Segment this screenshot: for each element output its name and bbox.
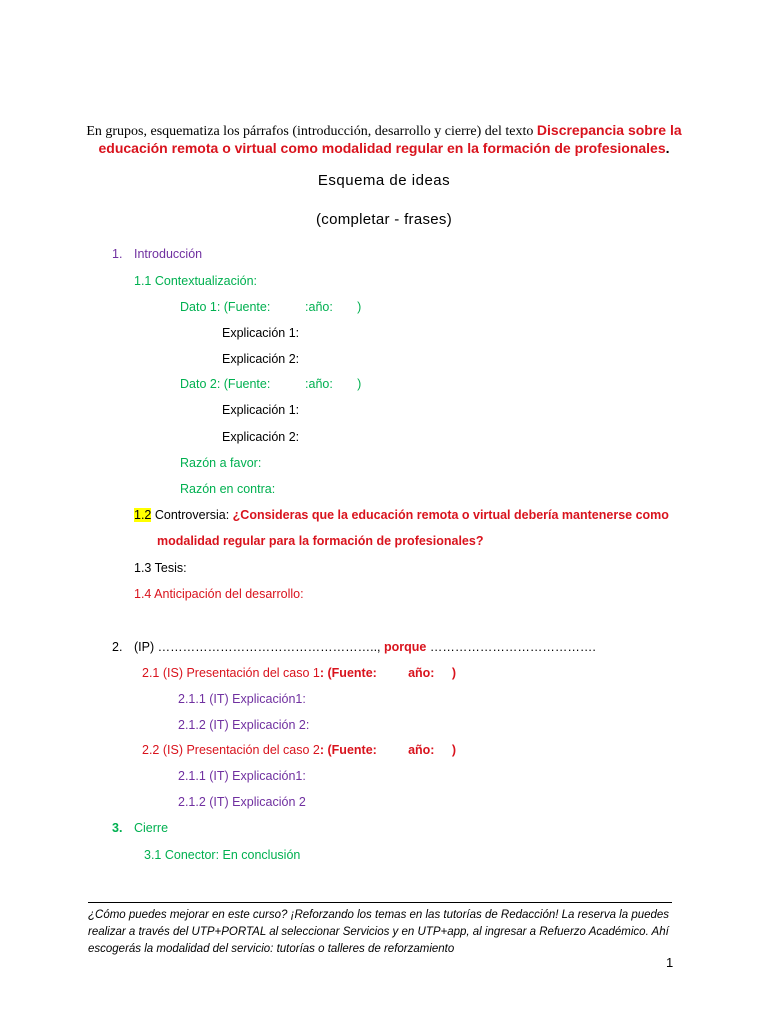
section-2-number: 2. xyxy=(112,640,123,654)
intro-title-part2: educación remota o virtual como modalidad regular en la formación de profesionales xyxy=(98,140,666,156)
case-2-line xyxy=(142,743,456,757)
footer-divider xyxy=(88,902,672,903)
case-2-label: 2.2 (IS) Presentación del caso 2 xyxy=(142,743,320,757)
case-2-source: : (Fuente: año: ) xyxy=(319,743,456,757)
controversia-question-part1: ¿Consideras que la educación remota o virtual debería mantenerse como xyxy=(232,508,669,522)
anticipacion-label: 1.4 Anticipación del desarrollo: xyxy=(134,587,304,601)
controversia-line xyxy=(134,508,669,522)
controversia-question-part2: modalidad regular para la formación de profesionales? xyxy=(157,534,484,548)
footer-line-2: realizar a través del UTP+PORTAL al seleccionar Servicios y en UTP+app, al ingresar a Refuerzo Académico. Ahí xyxy=(88,926,669,938)
porque-word: porque xyxy=(384,640,427,654)
case-2-explicacion-1: 2.1.1 (IT) Explicación1: xyxy=(178,769,306,783)
ip-tail: …………………………………. xyxy=(426,640,596,654)
case-1-line xyxy=(142,666,456,680)
case-1-label: 2.1 (IS) Presentación del caso 1 xyxy=(142,666,320,680)
razon-a-favor: Razón a favor: xyxy=(180,456,262,470)
section-1-number: 1. xyxy=(112,247,123,261)
section-3-title: Cierre xyxy=(134,821,169,835)
controversia-number: 1.2 xyxy=(134,508,152,522)
ip-label: (IP) …………………………………………….., xyxy=(134,640,384,654)
scheme-title: Esquema de ideas xyxy=(317,172,451,189)
controversia-label: Controversia: xyxy=(151,508,233,522)
dato-2: Dato 2: (Fuente: :año: ) xyxy=(180,377,362,391)
footer-line-3: escogerás la modalidad del servicio: tutorías o talleres de reforzamiento xyxy=(88,943,455,955)
dato-2-explicacion-2: Explicación 2: xyxy=(222,430,300,444)
contextualizacion-label: 1.1 Contextualización: xyxy=(134,274,257,288)
conector-line: 3.1 Conector: En conclusión xyxy=(144,848,301,862)
case-1-explicacion-2: 2.1.2 (IT) Explicación 2: xyxy=(178,718,310,732)
page-number: 1 xyxy=(666,955,674,970)
ip-line xyxy=(134,640,596,654)
footer-note xyxy=(88,907,688,958)
dato-1-explicacion-2: Explicación 2: xyxy=(222,352,300,366)
footer-line-1: ¿Cómo puedes mejorar en este curso? ¡Reforzando los temas en las tutorías de Redacción! La reserva la puedes xyxy=(88,909,670,921)
intro-paragraph xyxy=(0,122,768,157)
tesis-label: 1.3 Tesis: xyxy=(134,561,187,575)
dato-2-explicacion-1: Explicación 1: xyxy=(222,403,300,417)
case-1-source: : (Fuente: año: ) xyxy=(319,666,456,680)
section-3-number: 3. xyxy=(112,821,123,835)
intro-title-end: . xyxy=(665,140,670,156)
razon-en-contra: Razón en contra: xyxy=(180,482,276,496)
intro-text: En grupos, esquematiza los párrafos (introducción, desarrollo y cierre) del texto xyxy=(86,124,537,139)
section-1-title: Introducción xyxy=(134,247,203,261)
scheme-subtitle: (completar - frases) xyxy=(315,211,453,228)
case-2-explicacion-2: 2.1.2 (IT) Explicación 2 xyxy=(178,795,306,809)
dato-1: Dato 1: (Fuente: :año: ) xyxy=(180,300,362,314)
intro-title-part1: Discrepancia sobre la xyxy=(536,122,682,138)
case-1-explicacion-1: 2.1.1 (IT) Explicación1: xyxy=(178,692,306,706)
dato-1-explicacion-1: Explicación 1: xyxy=(222,326,300,340)
